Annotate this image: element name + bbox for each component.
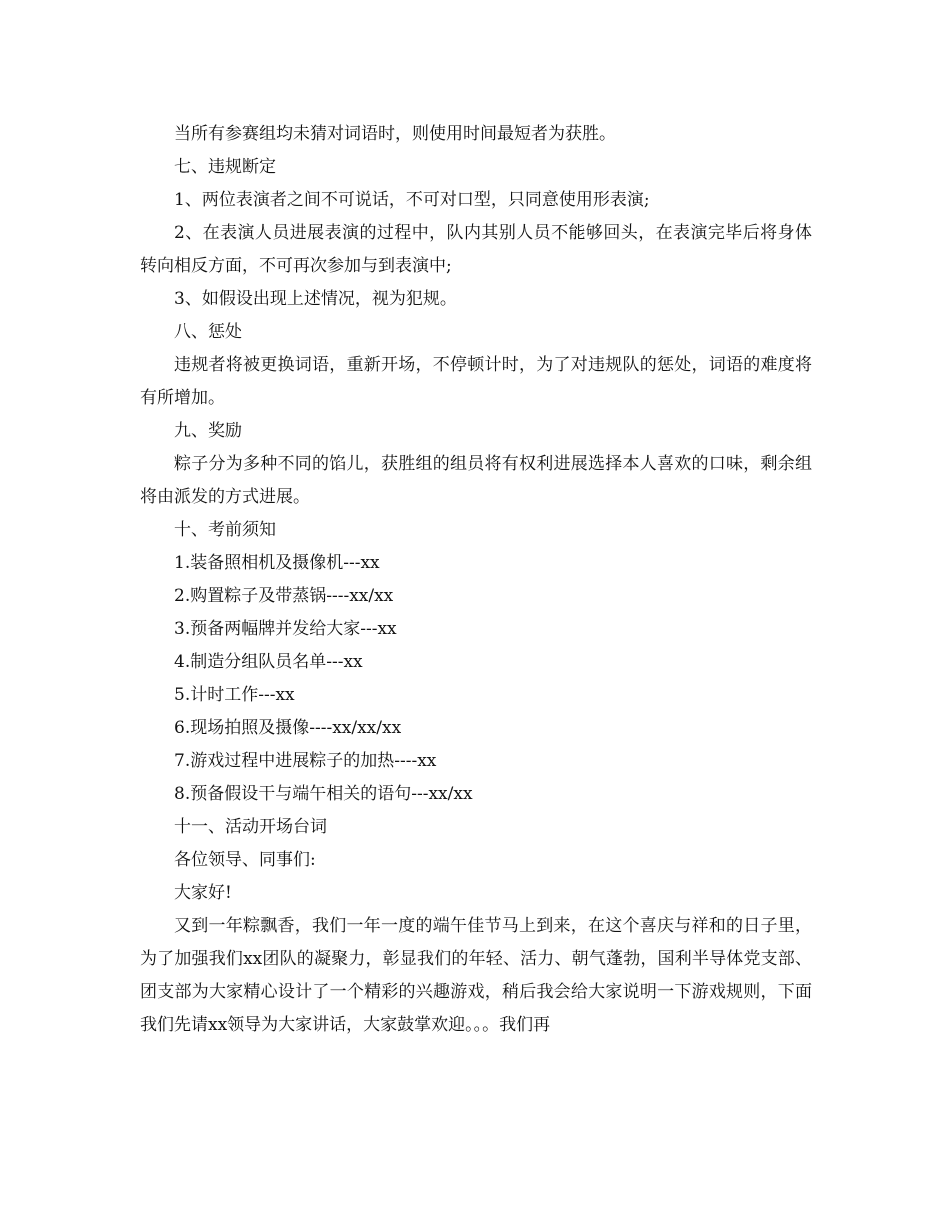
list-item: 6.现场拍照及摄像----xx/xx/xx xyxy=(174,718,402,738)
speech-greeting: 大家好! xyxy=(174,883,232,903)
paragraph-reward: 粽子分为多种不同的馅儿，获胜组的组员将有权利进展选择本人喜欢的口味，剩余组将由派发的方式进展。 xyxy=(140,454,812,507)
section-heading-reward: 九、奖励 xyxy=(174,421,242,441)
section-heading-notes: 十、考前须知 xyxy=(174,520,276,540)
list-item: 2.购置粽子及带蒸锅----xx/xx xyxy=(174,586,394,606)
list-item: 8.预备假设干与端午相关的语句---xx/xx xyxy=(174,784,473,804)
list-item: 7.游戏过程中进展粽子的加热----xx xyxy=(174,751,437,771)
list-item: 5.计时工作---xx xyxy=(174,685,295,705)
section-heading-violation-rules: 七、违规断定 xyxy=(174,157,276,177)
speech-body: 又到一年粽飘香，我们一年一度的端午佳节马上到来，在这个喜庆与祥和的日子里，为了加强我们xx团队的凝聚力，彰显我们的年轻、活力、朝气蓬勃，国利半导体党支部、团支部为大家精心设计了一个精彩的兴趣游戏，稍后我会给大家说明一下游戏规则，下面我们先请xx领导为大家讲话，大家鼓掌欢迎。。。我们再 xyxy=(140,916,812,1035)
list-item: 4.制造分组队员名单---xx xyxy=(174,652,363,672)
list-item: 1、两位表演者之间不可说话，不可对口型，只同意使用形表演; xyxy=(174,190,650,210)
speech-salutation: 各位领导、同事们: xyxy=(174,850,316,870)
list-item: 1.装备照相机及摄像机---xx xyxy=(174,553,380,573)
paragraph-penalty: 违规者将被更换词语，重新开场，不停顿计时，为了对违规队的惩处，词语的难度将有所增加。 xyxy=(140,355,812,408)
paragraph-fastest-wins: 当所有参赛组均未猜对词语时，则使用时间最短者为获胜。 xyxy=(174,124,616,144)
list-item: 2、在表演人员进展表演的过程中，队内其别人员不能够回头，在表演完毕后将身体转向相反方面，不可再次参加与到表演中; xyxy=(140,223,812,276)
section-heading-opening-speech: 十一、活动开场台词 xyxy=(174,817,327,837)
section-heading-penalty: 八、惩处 xyxy=(174,322,242,342)
document-body xyxy=(140,118,812,1042)
list-item: 3.预备两幅牌并发给大家---xx xyxy=(174,619,397,639)
list-item: 3、如假设出现上述情况，视为犯规。 xyxy=(174,289,457,309)
